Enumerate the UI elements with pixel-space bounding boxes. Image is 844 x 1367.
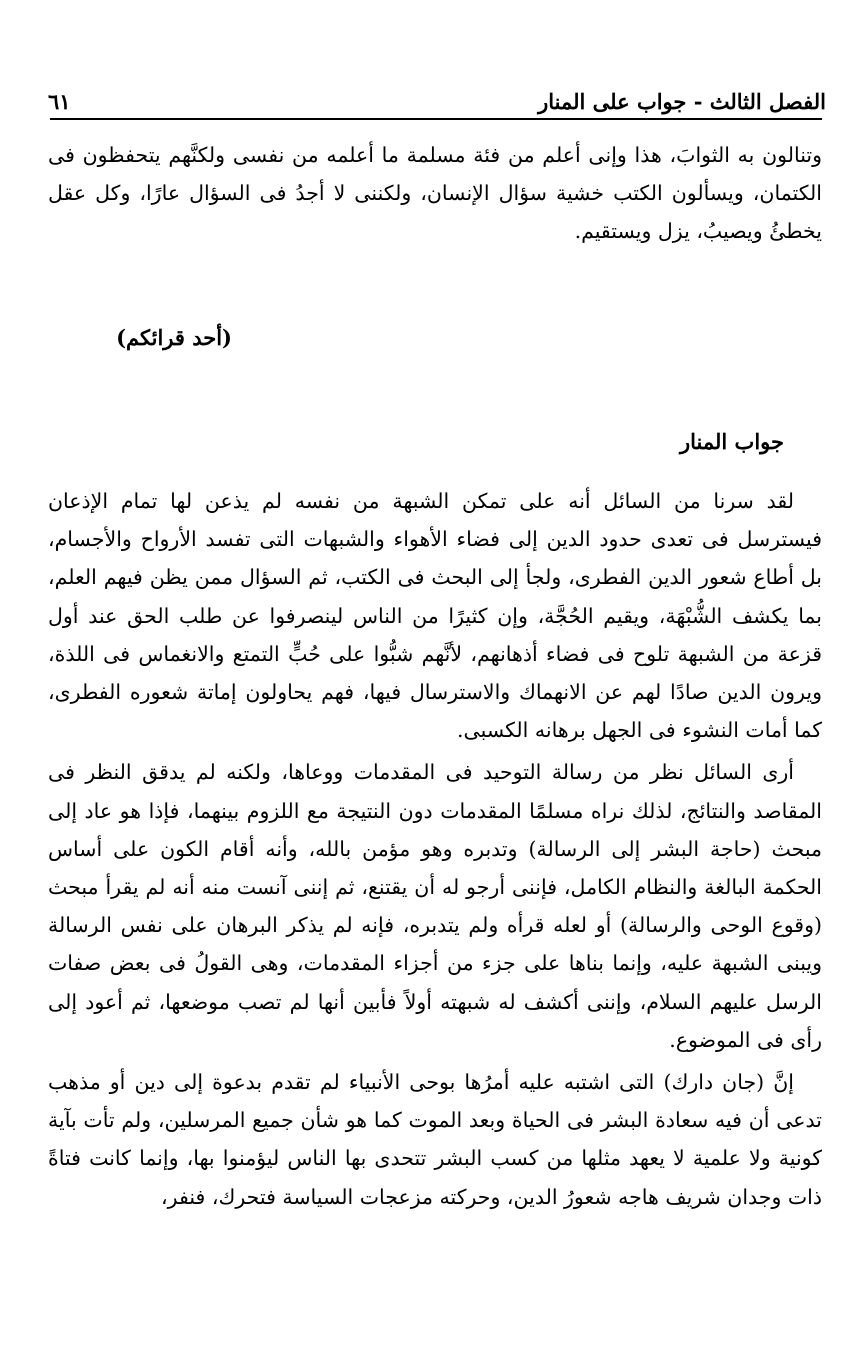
section-heading: جواب المنار [680, 429, 784, 454]
page-number: ٦١ [48, 89, 71, 114]
chapter-title: الفصل الثالث - جواب على المنار [538, 89, 826, 114]
signature: (أحد قرائكم) [116, 325, 232, 350]
answer-body [48, 482, 822, 1216]
intro-paragraph: وتنالون به الثوابَ، هذا وإنى أعلم من فئة مسلمة ما أعلمه من نفسى ولكنَّهم يتحفظون فى الكتمان، ويسألون الكتب خشية سؤال الإنسان، ولكننى لا أجدُ فى السؤال عارًا، وكل عقل يخطئُ ويصيبُ، يزل ويستقيم. [48, 143, 822, 244]
intro-block [48, 136, 822, 251]
paragraph: أرى السائل نظر من رسالة التوحيد فى المقدمات ووعاها، ولكنه لم يدقق النظر فى المقاصد والنتائج، لذلك نراه مسلمًا المقدمات دون النتيجة مع اللزوم بينهما، فإذا هو عاد إلى مبحث (حاجة البشر إلى الرسالة) وتدبره وهو مؤمن بالله، وأنه أقام الكون على أساس الحكمة البالغة والنظام الكامل، فإننى أرجو له أن يقتنع، ثم إننى آنست منه أنه لم يقرأ مبحث (وقوع الوحى والرسالة) أو لعله قرأه ولم يتدبره، فإنه لم يذكر البرهان على نفس الرسالة ويبنى الشبهة عليه، وإنما بناها على جزء من أجزاء المقدمات، وهى القولُ فى بعض صفات الرسل عليهم السلام، وإننى أكشف له شبهته أولاً فأبين أنها لم تصب موضعها، ثم أعود إلى رأى فى الموضوع. [48, 760, 822, 1052]
header-divider [50, 118, 822, 120]
page-header [48, 74, 826, 114]
paragraph: إنَّ (جان دارك) التى اشتبه عليه أمرُها بوحى الأنبياء لم تقدم بدعوة إلى دين أو مذهب تدعى أن فيه سعادة البشر فى الحياة وبعد الموت كما هو شأن جميع المرسلين، ولم تأت بآية كونية ولا علمية لا يعهد مثلها من كسب البشر تتحدى بها الناس ليؤمنوا بها، وإنما كانت فتاةً ذات وجدان شريف هاجه شعورُ الدين، وحركته مزعجات السياسة فتحرك، فنفر، [48, 1070, 822, 1209]
paragraph: لقد سرنا من السائل أنه على تمكن الشبهة من نفسه لم يذعن لها تمام الإذعان فيسترسل فى تعدى حدود الدين إلى فضاء الأهواء والشبهات التى تفسد الأرواح والأجسام، بل أطاع شعور الدين الفطرى، ولجأ إلى البحث فى الكتب، ثم السؤال ممن يظن فيهم العلم، بما يكشف الشُّبْهَة، ويقيم الحُجَّة، وإن كثيرًا من الناس لينصرفوا عن طلب الحق عند أول قزعة من الشبهة تلوح فى فضاء أذهانهم، لأنَّهم شبُّوا على حُبٍّ التمتع والانغماس فى اللذة، ويرون الدين صادًا لهم عن الانهماك والاسترسال فيها، فهم يحاولون إماتة شعوره الفطرى، كما أمات النشوء فى الجهل برهانه الكسبى. [48, 489, 822, 743]
